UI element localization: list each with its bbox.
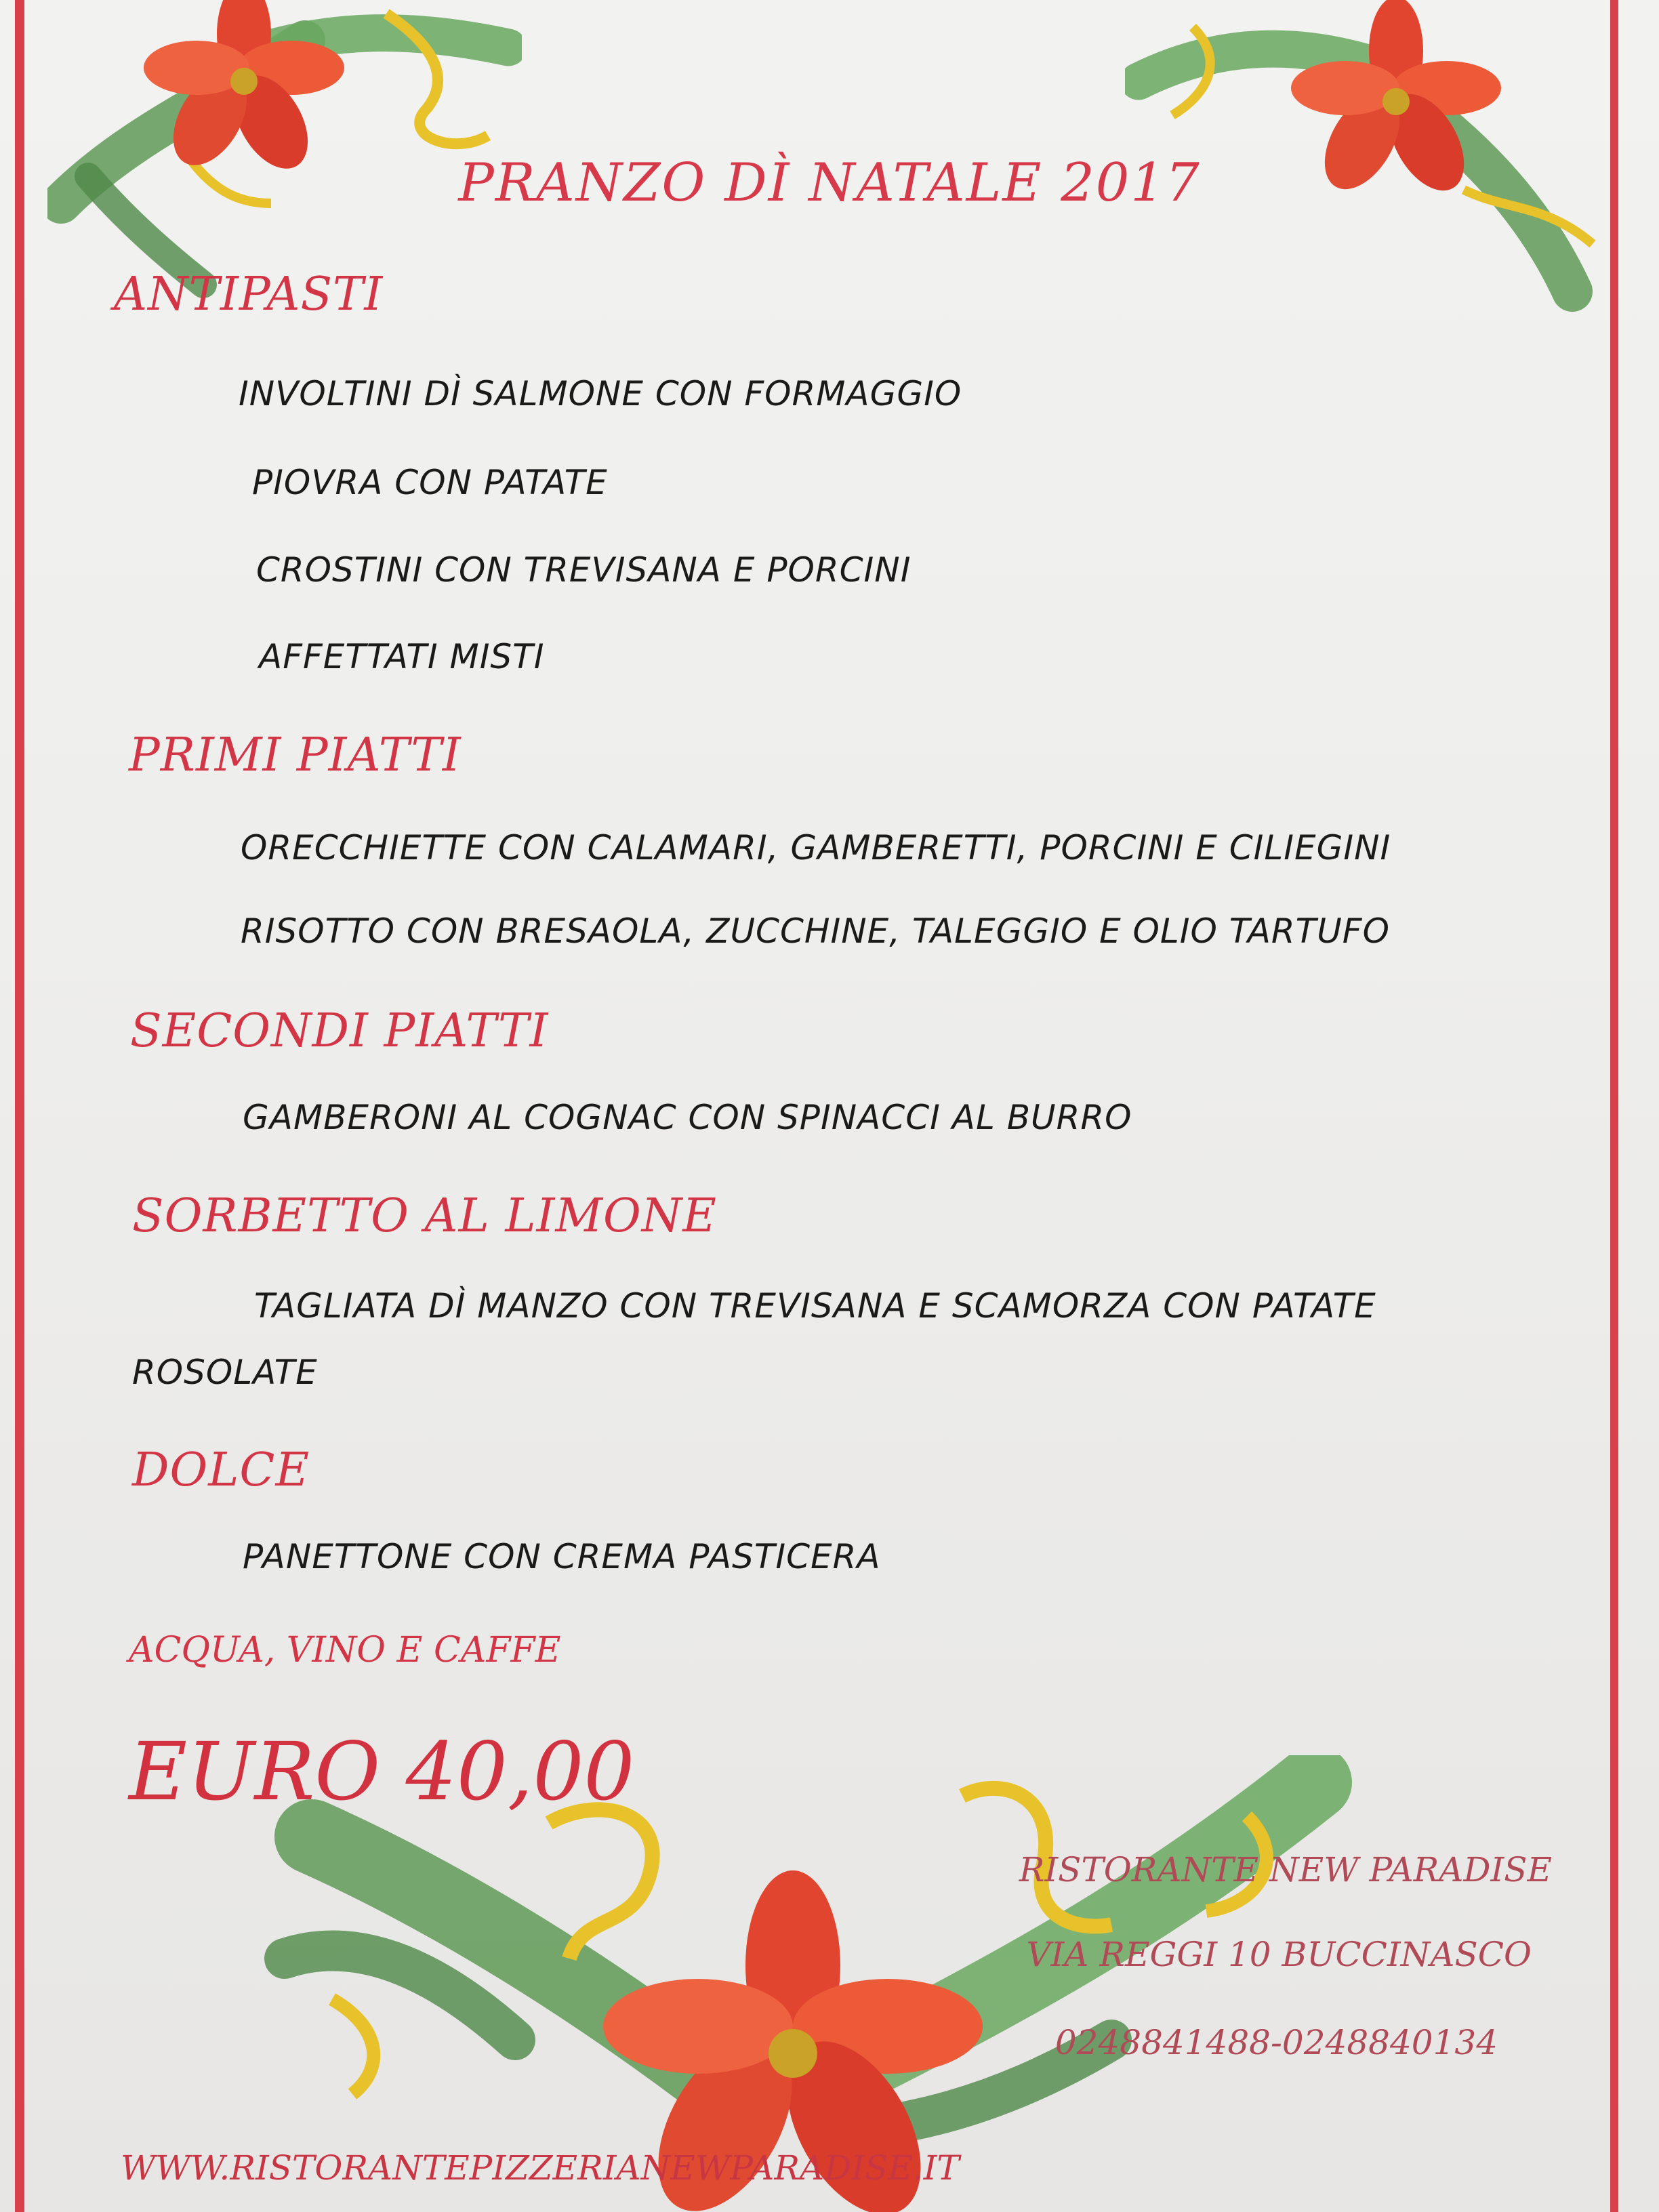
section-heading-dolce: DOLCE <box>132 1443 310 1497</box>
restaurant-name: RISTORANTE NEW PARADISE <box>1019 1850 1552 1889</box>
section-heading-sorbetto: SORBETTO AL LIMONE <box>132 1189 717 1243</box>
menu-item: TAGLIATA DÌ MANZO CON TREVISANA E SCAMORZA CON PATATE <box>254 1286 1376 1326</box>
section-heading-secondi: SECONDI PIATTI <box>130 1004 549 1058</box>
menu-item: ORECCHIETTE CON CALAMARI, GAMBERETTI, PORCINI E CILIEGINI <box>241 828 1391 867</box>
restaurant-website: WWW.RISTORANTEPIZZERIANEWPARADISE.IT <box>121 2148 960 2188</box>
price: EURO 40,00 <box>129 1725 635 1818</box>
drinks-included: ACQUA, VINO E CAFFE <box>129 1630 561 1671</box>
menu-item: PANETTONE CON CREMA PASTICERA <box>243 1537 881 1576</box>
menu-item: GAMBERONI AL COGNAC CON SPINACCI AL BURRO <box>243 1098 1132 1137</box>
menu-item: CROSTINI CON TREVISANA E PORCINI <box>256 550 912 590</box>
restaurant-address: VIA REGGI 10 BUCCINASCO <box>1026 1935 1532 1974</box>
section-heading-primi: PRIMI PIATTI <box>129 729 462 782</box>
left-red-border <box>15 0 24 2212</box>
poinsettia-bottom-icon <box>230 1755 1382 2212</box>
poinsettia-corner-left-icon <box>47 0 522 298</box>
menu-item-continuation: ROSOLATE <box>132 1353 318 1392</box>
menu-item: RISOTTO CON BRESAOLA, ZUCCHINE, TALEGGIO E OLIO TARTUFO <box>241 912 1390 951</box>
menu-item: PIOVRA CON PATATE <box>252 463 608 502</box>
restaurant-phones: 0248841488-0248840134 <box>1054 2023 1498 2062</box>
section-heading-antipasti: ANTIPASTI <box>114 268 384 321</box>
menu-title: PRANZO DÌ NATALE 2017 <box>458 152 1201 213</box>
menu-item: AFFETTATI MISTI <box>259 637 545 676</box>
right-red-border <box>1610 0 1618 2212</box>
menu-item: INVOLTINI DÌ SALMONE CON FORMAGGIO <box>239 374 962 413</box>
